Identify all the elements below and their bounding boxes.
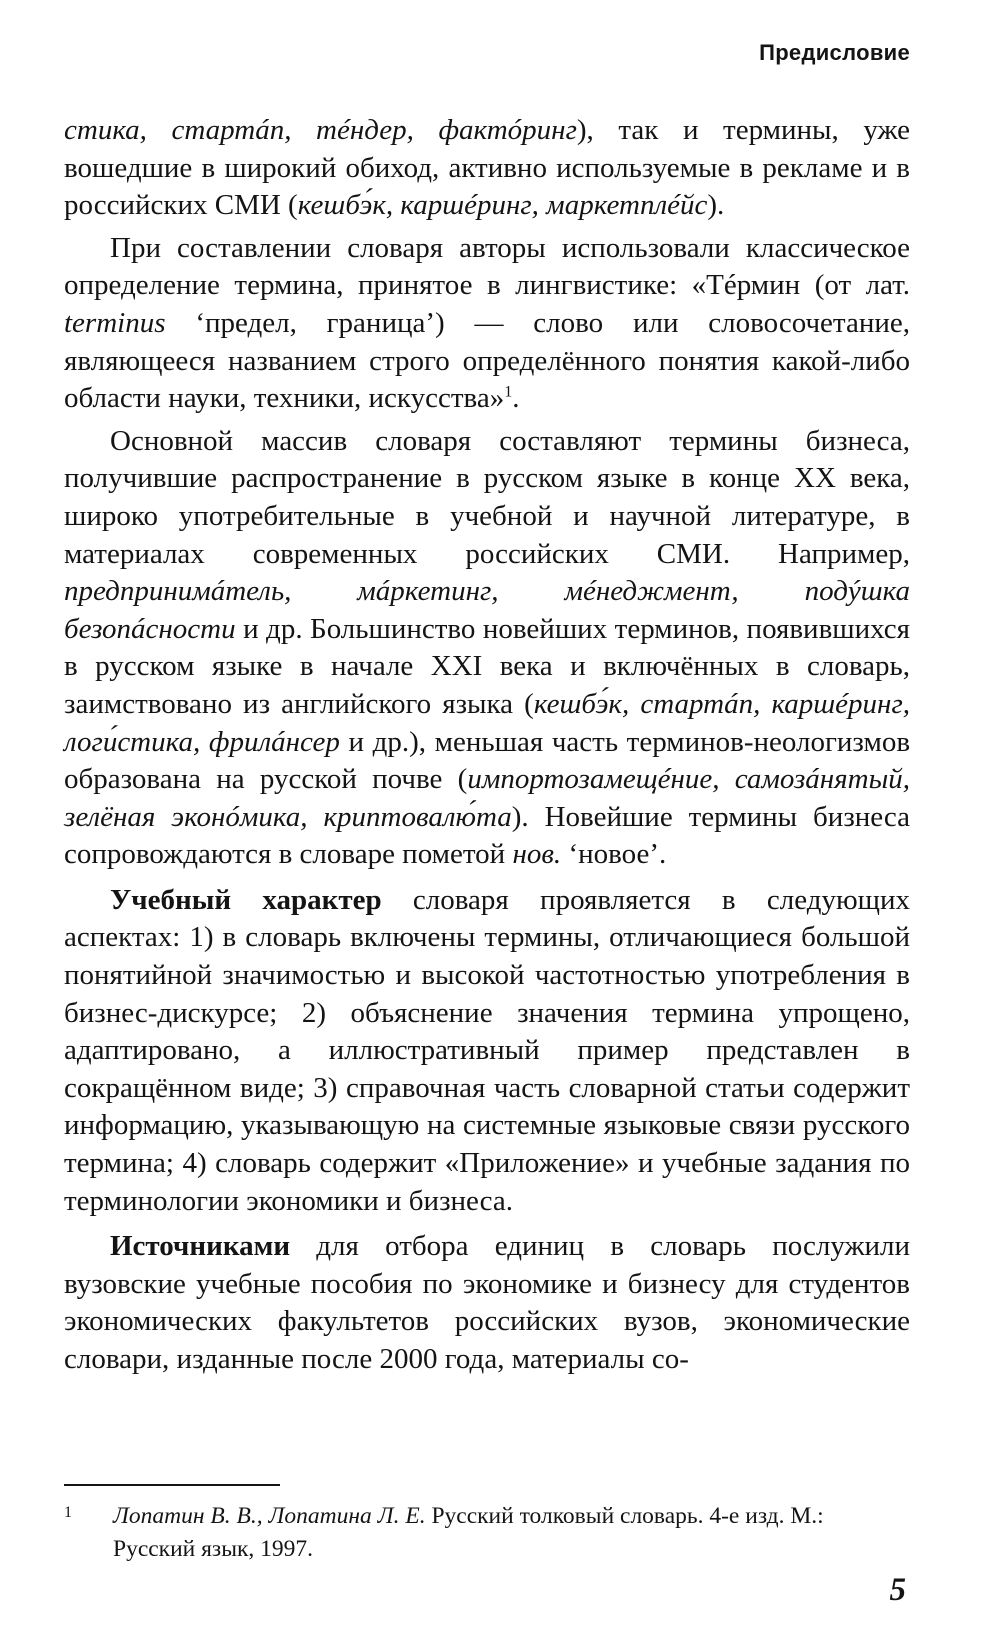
text-run: Основной массив словаря составляют термины бизнеса, получившие распространение в русском языке в конце XX века, широко употребительные в учебной и научной литературе, в материалах современных российских СМИ. Например, [64,424,910,570]
italic-terms: terminus [64,306,166,339]
italic-terms: импортозамещéние, самозáнятый, зелёная эконóмика, криптовалю́та [64,763,910,833]
paragraph-1 [64,112,910,225]
bold-term: Источниками [110,1230,291,1263]
main-text [64,112,910,1379]
page-number: 5 [889,1572,906,1608]
paragraph-3 [64,423,910,874]
text-run: и др. Большинство новейших терминов, появившихся в русском языке в начале XXI века и включённых в словарь, заимствовано из английского языка ( [64,612,910,720]
text-run: словаря проявляется в следующих аспектах: 1) в словарь включены термины, отличающиеся большой понятийной значимостью и высокой частотностью употребления в бизнес-дискурсе; 2) объяснение значения термина упрощено, адаптировано, а иллюстративный пример представлен в сокращённом виде; 3) справочная часть словарной статьи содержит информацию, указывающую на системные языковые связи русского термина; 4) словарь содержит «Приложение» и учебные задания по терминологии экономики и бизнеса. [64,883,910,1217]
text-run: ‘новое’. [561,838,667,871]
italic-terms: предпринимáтель, мáркетинг, мéнеджмент, подýшка безопáсности [64,575,910,645]
footnote-number: 1 [64,1504,72,1521]
italic-terms: кешбэ́к, стартáп, каршéринг, логи́стика, фрилáнсер [64,687,911,758]
text-run: ). Новейшие термины бизнеса сопровождаются в словаре пометой [64,800,910,871]
footnote-text [113,1500,910,1566]
text-run: При составлении словаря авторы использовали классическое определение термина, принятое в лингвистике: «Тéрмин (от лат. [64,231,910,302]
footnote-reference: 1 [504,383,513,401]
footnote-authors: Лопатин В. В., Лопатина Л. Е. [113,1503,426,1529]
paragraph-5 [64,1228,910,1378]
text-run: . [512,382,520,415]
italic-terms: нов. [512,838,562,871]
text-run: и др.), меньшая часть терминов-неологизмов образована на русской почве ( [64,725,911,796]
text-run: для отбора единиц в словарь послужили вузовские учебные пособия по экономике и бизнесу для студентов экономических факультетов российских вузов, экономические словари, изданные после 2000 года, материалы со- [64,1230,910,1375]
italic-terms: стика, стартáп, тéндер, фактóринг [64,114,577,146]
italic-terms: кешбэ́к, каршéринг, маркетплéйс [297,189,708,222]
text-run: ). [707,189,725,222]
paragraph-2 [64,230,910,418]
footnote-divider [64,1484,280,1486]
paragraph-4 [64,882,910,1220]
footnote [64,1500,910,1566]
bold-term: Учебный характер [110,883,382,916]
text-run: Русский толковый словарь. 4-е изд. М.: Русский язык, 1997. [113,1503,824,1562]
text-run: ‘предел, граница’) — слово или словосочетание, являющееся названием строго определённого понятия какой-либо области науки, техники, искусства» [64,306,910,415]
running-header: Предисловие [759,40,910,65]
text-run: ), так и термины, уже вошедшие в широкий обиход, активно используемые в рекламе и в российских СМИ ( [64,114,910,222]
